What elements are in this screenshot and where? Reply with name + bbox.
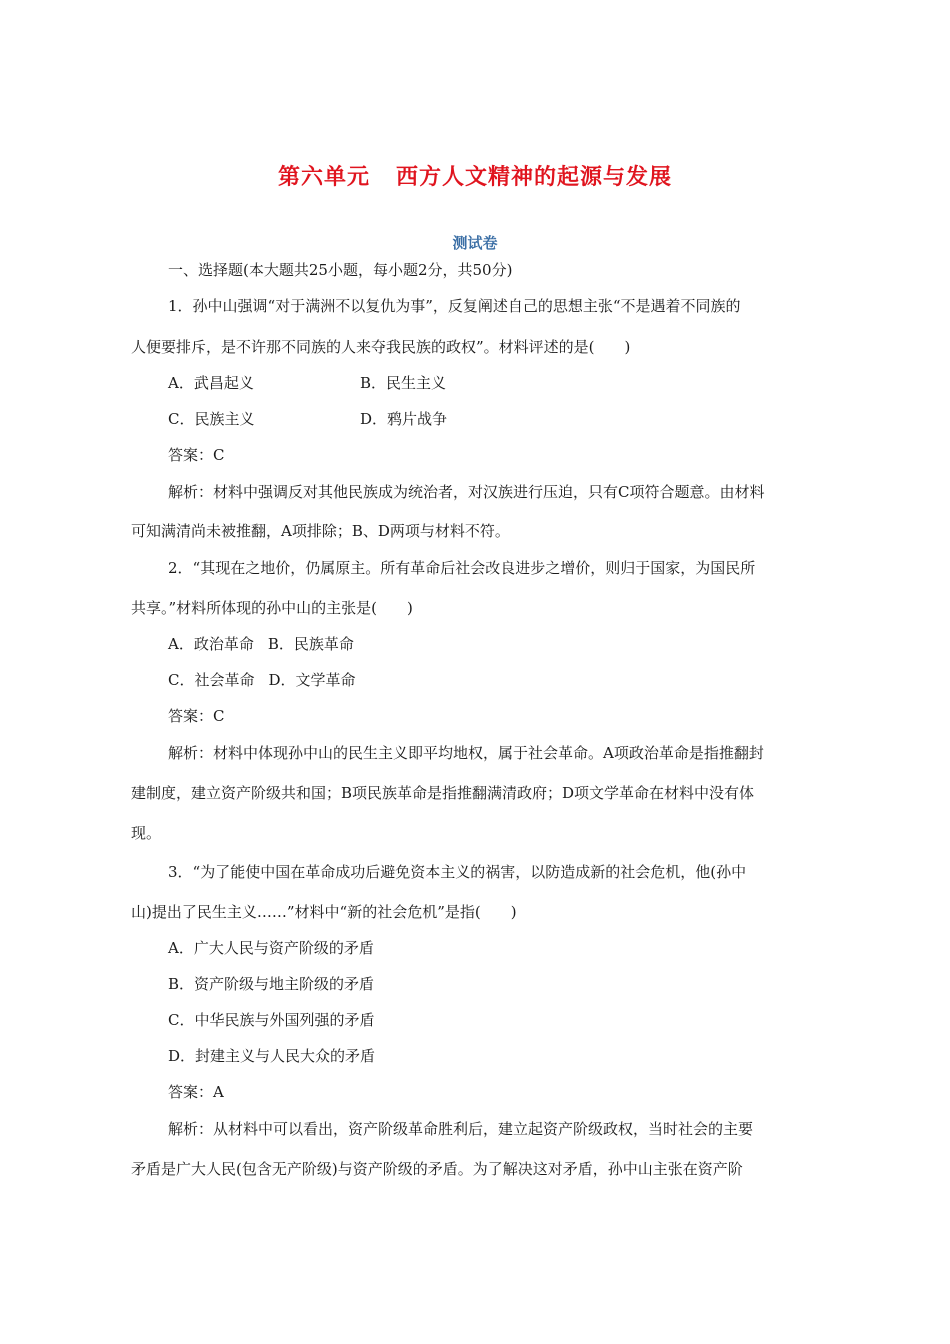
analysis: 建制度，建立资产阶级共和国；B项民族革命是指推翻满清政府；D项文学革命在材料中没有体: [131, 784, 755, 802]
answer: 答案：A: [168, 1083, 224, 1101]
option-b: B．民生主义: [360, 374, 447, 392]
question-stem: 3．“为了能使中国在革命成功后避免资本主义的祸害，以防造成新的社会危机，他(孙中: [168, 863, 747, 881]
title-topic: 西方人文精神的起源与发展: [396, 165, 673, 190]
option-c: C．中华民族与外国列强的矛盾: [168, 1011, 375, 1029]
answer: 答案：C: [168, 446, 225, 464]
page-title: [0, 160, 950, 191]
option-d: D．封建主义与人民大众的矛盾: [168, 1047, 376, 1065]
option-b: B．资产阶级与地主阶级的矛盾: [168, 975, 375, 993]
analysis: 解析：从材料中可以看出，资产阶级革命胜利后，建立起资产阶级政权，当时社会的主要: [168, 1120, 754, 1138]
page-subtitle: 测试卷: [452, 234, 498, 252]
option-c: C．社会革命: [168, 671, 255, 689]
option-row: [168, 634, 888, 654]
question-stem: 山)提出了民生主义……”材料中“新的社会危机”是指( ): [131, 903, 517, 921]
option-a: A．武昌起义: [168, 374, 254, 392]
analysis: 可知满清尚未被推翻，A项排除；B、D两项与材料不符。: [131, 522, 510, 540]
option-a: A．政治革命: [168, 635, 254, 653]
question-stem: 人便要排斥，是不许那不同族的人来夺我民族的政权”。材料评述的是( ): [131, 338, 631, 356]
answer: 答案：C: [168, 707, 225, 725]
option-c: C．民族主义: [168, 410, 255, 428]
section-header: 一、选择题(本大题共25小题，每小题2分，共50分): [168, 261, 513, 279]
analysis: 矛盾是广大人民(包含无产阶级)与资产阶级的矛盾。为了解决这对矛盾，孙中山主张在资产阶: [131, 1160, 743, 1178]
option-d: D．鸦片战争: [360, 410, 448, 428]
title-unit: 第六单元: [277, 165, 370, 190]
analysis: 解析：材料中体现孙中山的民生主义即平均地权，属于社会革命。A项政治革命是指推翻封: [168, 744, 764, 762]
question-stem: 1．孙中山强调“对于满洲不以复仇为事”，反复阐述自己的思想主张“不是遇着不同族的: [168, 297, 741, 315]
analysis: 解析：材料中强调反对其他民族成为统治者，对汉族进行压迫，只有C项符合题意。由材料: [168, 483, 765, 501]
option-d: D．文学革命: [268, 671, 356, 689]
option-a: A．广大人民与资产阶级的矛盾: [168, 939, 374, 957]
question-stem: 共享。”材料所体现的孙中山的主张是( ): [131, 599, 413, 617]
option-b: B．民族革命: [267, 635, 354, 653]
analysis: 现。: [131, 824, 162, 842]
option-row: [168, 670, 888, 690]
question-stem: 2．“其现在之地价，仍属原主。所有革命后社会改良进步之增价，则归于国家，为国民所: [168, 559, 756, 577]
